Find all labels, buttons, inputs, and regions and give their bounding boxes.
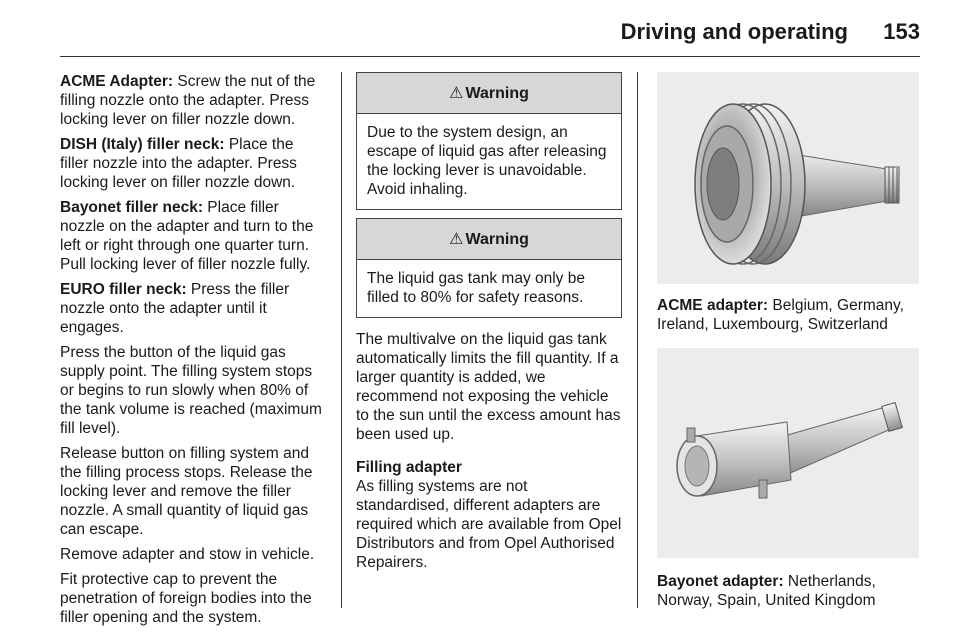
term-euro: EURO filler neck: [60,281,187,298]
warning-text: The liquid gas tank may only be filled to 80% for safety reasons. [367,270,585,306]
warning-header [357,219,621,260]
paragraph-release-button: Release button on filling system and the filling process stops. Release the locking lever and remove the filler nozzle. A small quantity of liquid gas can escape. [60,445,313,538]
acme-adapter-image [657,72,919,284]
paragraph-multivalve: The multivalve on the liquid gas tank automatically limits the fill quantity. If a larger quantity is added, we recommend not exposing the vehicle to the sun until the excess amount has been used up. [356,331,621,443]
column-1 [60,72,326,633]
paragraph-bayonet [60,198,326,274]
warning-box-1 [356,72,622,210]
paragraph-filling-adapter: As filling systems are not standardised, different adapters are required which are available from Opel Distributors and from Opel Authorised Repairers. [356,478,622,571]
bayonet-adapter-caption [657,572,919,610]
caption-term-acme: ACME adapter: [657,297,769,314]
warning-label: Warning [465,84,529,102]
warning-triangle-icon: ⚠ [449,84,464,102]
warning-label: Warning [465,230,529,248]
paragraph-remove-adapter: Remove adapter and stow in vehicle. [60,546,315,563]
paragraph-acme [60,72,326,129]
term-dish: DISH (Italy) filler neck: [60,136,225,153]
paragraph-protective-cap: Fit protective cap to prevent the penetration of foreign bodies into the filler opening and the system. [60,571,312,626]
acme-adapter-illustration [657,72,919,284]
bayonet-adapter-image [657,348,919,558]
column-2 [356,72,622,572]
warning-triangle-icon: ⚠ [449,230,464,248]
paragraph-euro [60,280,326,337]
subheading-filling-adapter: Filling adapter [356,459,462,476]
text-dish: Place the filler nozzle into the adapter. Press locking lever on filler nozzle down. [60,136,297,191]
caption-text-acme: Belgium, Germany, Ireland, Luxembourg, Switzerland [657,297,904,333]
caption-term-bayonet: Bayonet adapter: [657,573,784,590]
text-euro: Press the filler nozzle onto the adapter until it engages. [60,281,290,336]
warning-header [357,73,621,114]
page-header [60,0,920,56]
text-acme: Screw the nut of the filling nozzle onto the adapter. Press locking lever on filler nozzle down. [60,73,316,128]
column-3 [657,72,919,610]
bayonet-adapter-illustration [657,348,919,558]
paragraph-press-button: Press the button of the liquid gas supply point. The filling system stops or begins to run slowly when 80% of the tank volume is reached (maximum fill level). [60,344,322,437]
page-number: 153 [883,19,920,44]
term-acme: ACME Adapter: [60,73,174,90]
column-divider-2 [637,72,638,608]
section-title: Driving and operating [620,19,848,44]
paragraph-dish [60,135,326,192]
term-bayonet: Bayonet filler neck: [60,199,203,216]
text-bayonet: Place filler nozzle on the adapter and turn to the left or right through one quarter turn. Pull locking lever of filler nozzle fully. [60,199,314,273]
warning-box-2 [356,218,622,318]
caption-text-bayonet: Netherlands, Norway, Spain, United Kingdom [657,573,876,609]
warning-text: Due to the system design, an escape of liquid gas after releasing the locking lever is unavoidable. Avoid inhaling. [367,124,607,198]
header-divider [60,56,920,57]
acme-adapter-caption [657,296,919,334]
column-divider-1 [341,72,342,608]
